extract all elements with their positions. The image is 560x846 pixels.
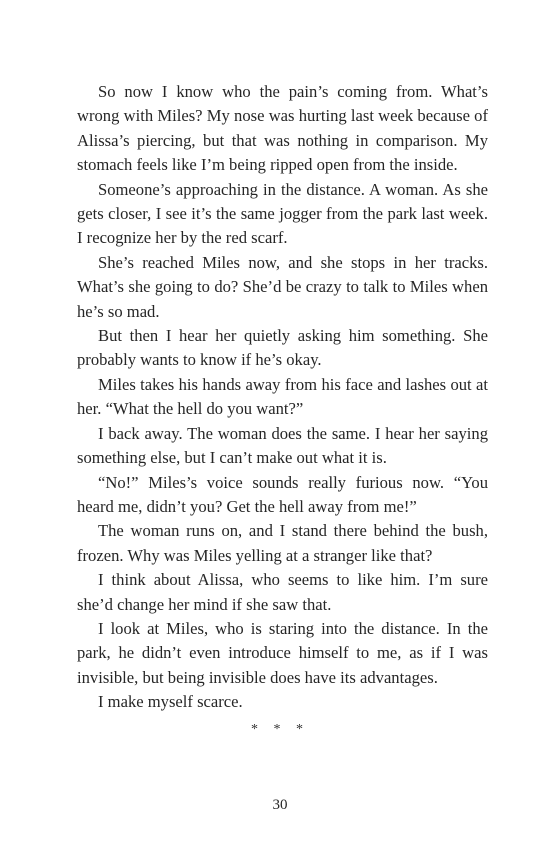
paragraph: I back away. The woman does the same. I hear her saying something else, but I can’t make out what it is. (77, 423, 488, 468)
paragraph: The woman runs on, and I stand there behind the bush, frozen. Why was Miles yelling at a stranger like that? (77, 521, 488, 565)
paragraph: So now I know who the pain’s coming from. What’s wrong with Miles? My nose was hurting last week because of Alissa’s piercing, but that was nothing in comparison. My stomach feels like I’m being ripped open from the inside. (77, 82, 488, 175)
body-text (77, 80, 488, 715)
paragraph: I think about Alissa, who seems to like him. I’m sure she’d change her mind if she saw that. (77, 570, 488, 614)
paragraph: Miles takes his hands away from his face and lashes out at her. “What the hell do you want?” (77, 374, 488, 419)
paragraph: She’s reached Miles now, and she stops in her tracks. What’s she going to do? She’d be crazy to talk to Miles when he’s so mad. (77, 252, 488, 321)
paragraph: I look at Miles, who is staring into the distance. In the park, he didn’t even introduce himself to me, as if I was invisible, but being invisible does have its advantages. (77, 618, 488, 687)
paragraph: “No!” Miles’s voice sounds really furious now. “You heard me, didn’t you? Get the hell away from me!” (77, 472, 488, 516)
paragraph: I make myself scarce. (98, 692, 243, 712)
paragraph: Someone’s approaching in the distance. A woman. As she gets closer, I see it’s the same jogger from the park last week. I recognize her by the red scarf. (77, 179, 488, 248)
section-break: * * * (251, 722, 309, 737)
paragraph: But then I hear her quietly asking him something. She probably wants to know if he’s okay. (77, 326, 488, 370)
page-number: 30 (272, 797, 288, 813)
